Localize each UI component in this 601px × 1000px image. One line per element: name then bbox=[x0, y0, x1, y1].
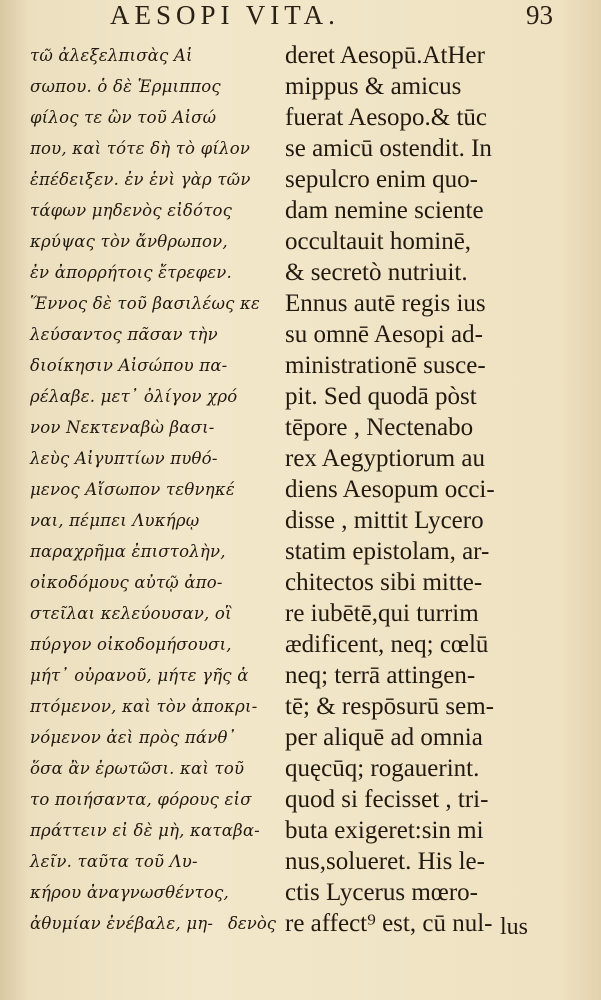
latin-text-line: quęcūq; rogauerint. bbox=[285, 755, 480, 782]
latin-text-line: tē; & respōsurū sem- bbox=[285, 693, 494, 720]
latin-text-line: deret Aesopū.AtHer bbox=[285, 42, 485, 69]
latin-text-line: disse , mittit Lycero bbox=[285, 507, 484, 534]
latin-text-line: ctis Lycerus mœro- bbox=[285, 879, 479, 906]
greek-text-line: φίλος τε ὢν τοῦ Αἰσώ bbox=[30, 108, 217, 127]
latin-text-line: re affect⁹ est, cū nul- bbox=[285, 910, 493, 937]
latin-text-line: su omnē Aesopi ad- bbox=[285, 321, 483, 348]
running-head: AESOPI VITA. bbox=[110, 0, 340, 30]
greek-text-line: πτόμενον, καὶ τὸν ἀποκρι- bbox=[30, 697, 258, 716]
greek-text-line: διοίκησιν Αἰσώπου πα- bbox=[30, 356, 228, 375]
latin-text-line: occultauit hominē, bbox=[285, 228, 472, 255]
greek-text-line: ρέλαβε. μετ᾽ ὀλίγον χρό bbox=[30, 387, 238, 406]
greek-text-line: κήρου ἀναγνωσθέντος, bbox=[30, 883, 229, 902]
latin-text-line: Ennus autē regis ius bbox=[285, 290, 486, 317]
latin-text-line: chitectos sibi mitte- bbox=[285, 569, 483, 596]
greek-text-line: ἐν ἀπορρήτοις ἔτρεφεν. bbox=[30, 263, 232, 282]
latin-text-line: ministrationē susce- bbox=[285, 352, 486, 379]
latin-text-line: & secretò nutriuit. bbox=[285, 259, 468, 286]
greek-text-line: ἐπέδειξεν. ἐν ἑνὶ γὰρ τῶν bbox=[30, 170, 251, 189]
latin-text-line: pit. Sed quodā pòst bbox=[285, 383, 477, 410]
latin-text-line: neq; terrā attingen- bbox=[285, 662, 476, 689]
greek-text-line: λεύσαντος πᾶσαν τὴν bbox=[30, 325, 218, 344]
greek-text-line: νον Νεκτεναβὼ βασι- bbox=[30, 418, 215, 437]
greek-text-line: τῶ ἀλεξελπισὰς Αἱ bbox=[30, 46, 193, 65]
greek-text-line: παραχρῆμα ἐπιστολὴν, bbox=[30, 542, 226, 561]
greek-text-line: λεῖν. ταῦτα τοῦ Λυ- bbox=[30, 852, 198, 871]
greek-text-line: κρύψας τὸν ἄνθρωπον, bbox=[30, 232, 228, 251]
greek-catchword: δενὸς bbox=[228, 914, 276, 933]
latin-text-line: mippus & amicus bbox=[285, 73, 462, 100]
greek-text-line: πύργον οἰκοδομήσουσι, bbox=[30, 635, 232, 654]
latin-text-line: quod si fecisset , tri- bbox=[285, 786, 489, 813]
greek-text-line: το ποιήσαντα, φόρους εἰσ bbox=[30, 790, 252, 809]
latin-text-line: re iubētē,qui turrim bbox=[285, 600, 479, 627]
latin-text-line: ædificent, neq; cœlū bbox=[285, 631, 489, 658]
greek-text-line: μενος Αἴσωπον τεθνηκέ bbox=[30, 480, 235, 499]
greek-text-line: ἀθυμίαν ἐνέβαλε, μη- bbox=[30, 914, 214, 933]
greek-text-line: οἰκοδόμους αὐτῷ ἀπο- bbox=[30, 573, 223, 592]
latin-text-line: nus,solueret. His le- bbox=[285, 848, 485, 875]
latin-catchword: lus bbox=[500, 914, 529, 940]
latin-text-line: statim epistolam, ar- bbox=[285, 538, 490, 565]
latin-text-column bbox=[285, 40, 585, 939]
greek-text-line: τάφων μηδενὸς εἰδότος bbox=[30, 201, 233, 220]
latin-text-line: per aliquē ad omnia bbox=[285, 724, 483, 751]
latin-text-line: fuerat Aesopo.& tūc bbox=[285, 104, 488, 131]
latin-text-line: buta exigeret:sin mi bbox=[285, 817, 484, 844]
latin-text-line: sepulcro enim quo- bbox=[285, 166, 479, 193]
greek-text-line: σωπου. ὁ δὲ Ἑρμιππος bbox=[30, 77, 221, 96]
greek-text-line: Ἕννος δὲ τοῦ βασιλέως κε bbox=[30, 294, 261, 313]
greek-text-line: που, καὶ τότε δὴ τὸ φίλον bbox=[30, 139, 251, 158]
greek-text-line: πράττειν εἰ δὲ μὴ, καταβα- bbox=[30, 821, 260, 840]
latin-text-line: rex Aegyptiorum au bbox=[285, 445, 485, 472]
latin-text-line: dam nemine sciente bbox=[285, 197, 484, 224]
latin-text-line: diens Aesopum occi- bbox=[285, 476, 495, 503]
page-header bbox=[0, 0, 601, 36]
greek-text-line: μήτ᾽ οὐρανοῦ, μήτε γῆς ἁ bbox=[30, 666, 249, 685]
greek-text-column bbox=[30, 40, 275, 939]
greek-text-line: ὅσα ἂν ἐρωτῶσι. καὶ τοῦ bbox=[30, 759, 245, 778]
latin-text-line: se amicū ostendit. In bbox=[285, 135, 492, 162]
page-number: 93 bbox=[526, 0, 553, 30]
greek-text-line: ναι, πέμπει Λυκήρῳ bbox=[30, 511, 200, 530]
greek-text-line: λεὺς Αἰγυπτίων πυθό- bbox=[30, 449, 218, 468]
greek-text-line: στεῖλαι κελεύουσαν, οἳ bbox=[30, 604, 232, 623]
greek-text-line: νόμενον ἀεὶ πρὸς πάνθ᾽ bbox=[30, 728, 237, 747]
latin-text-line: tēpore , Nectenabo bbox=[285, 414, 474, 441]
